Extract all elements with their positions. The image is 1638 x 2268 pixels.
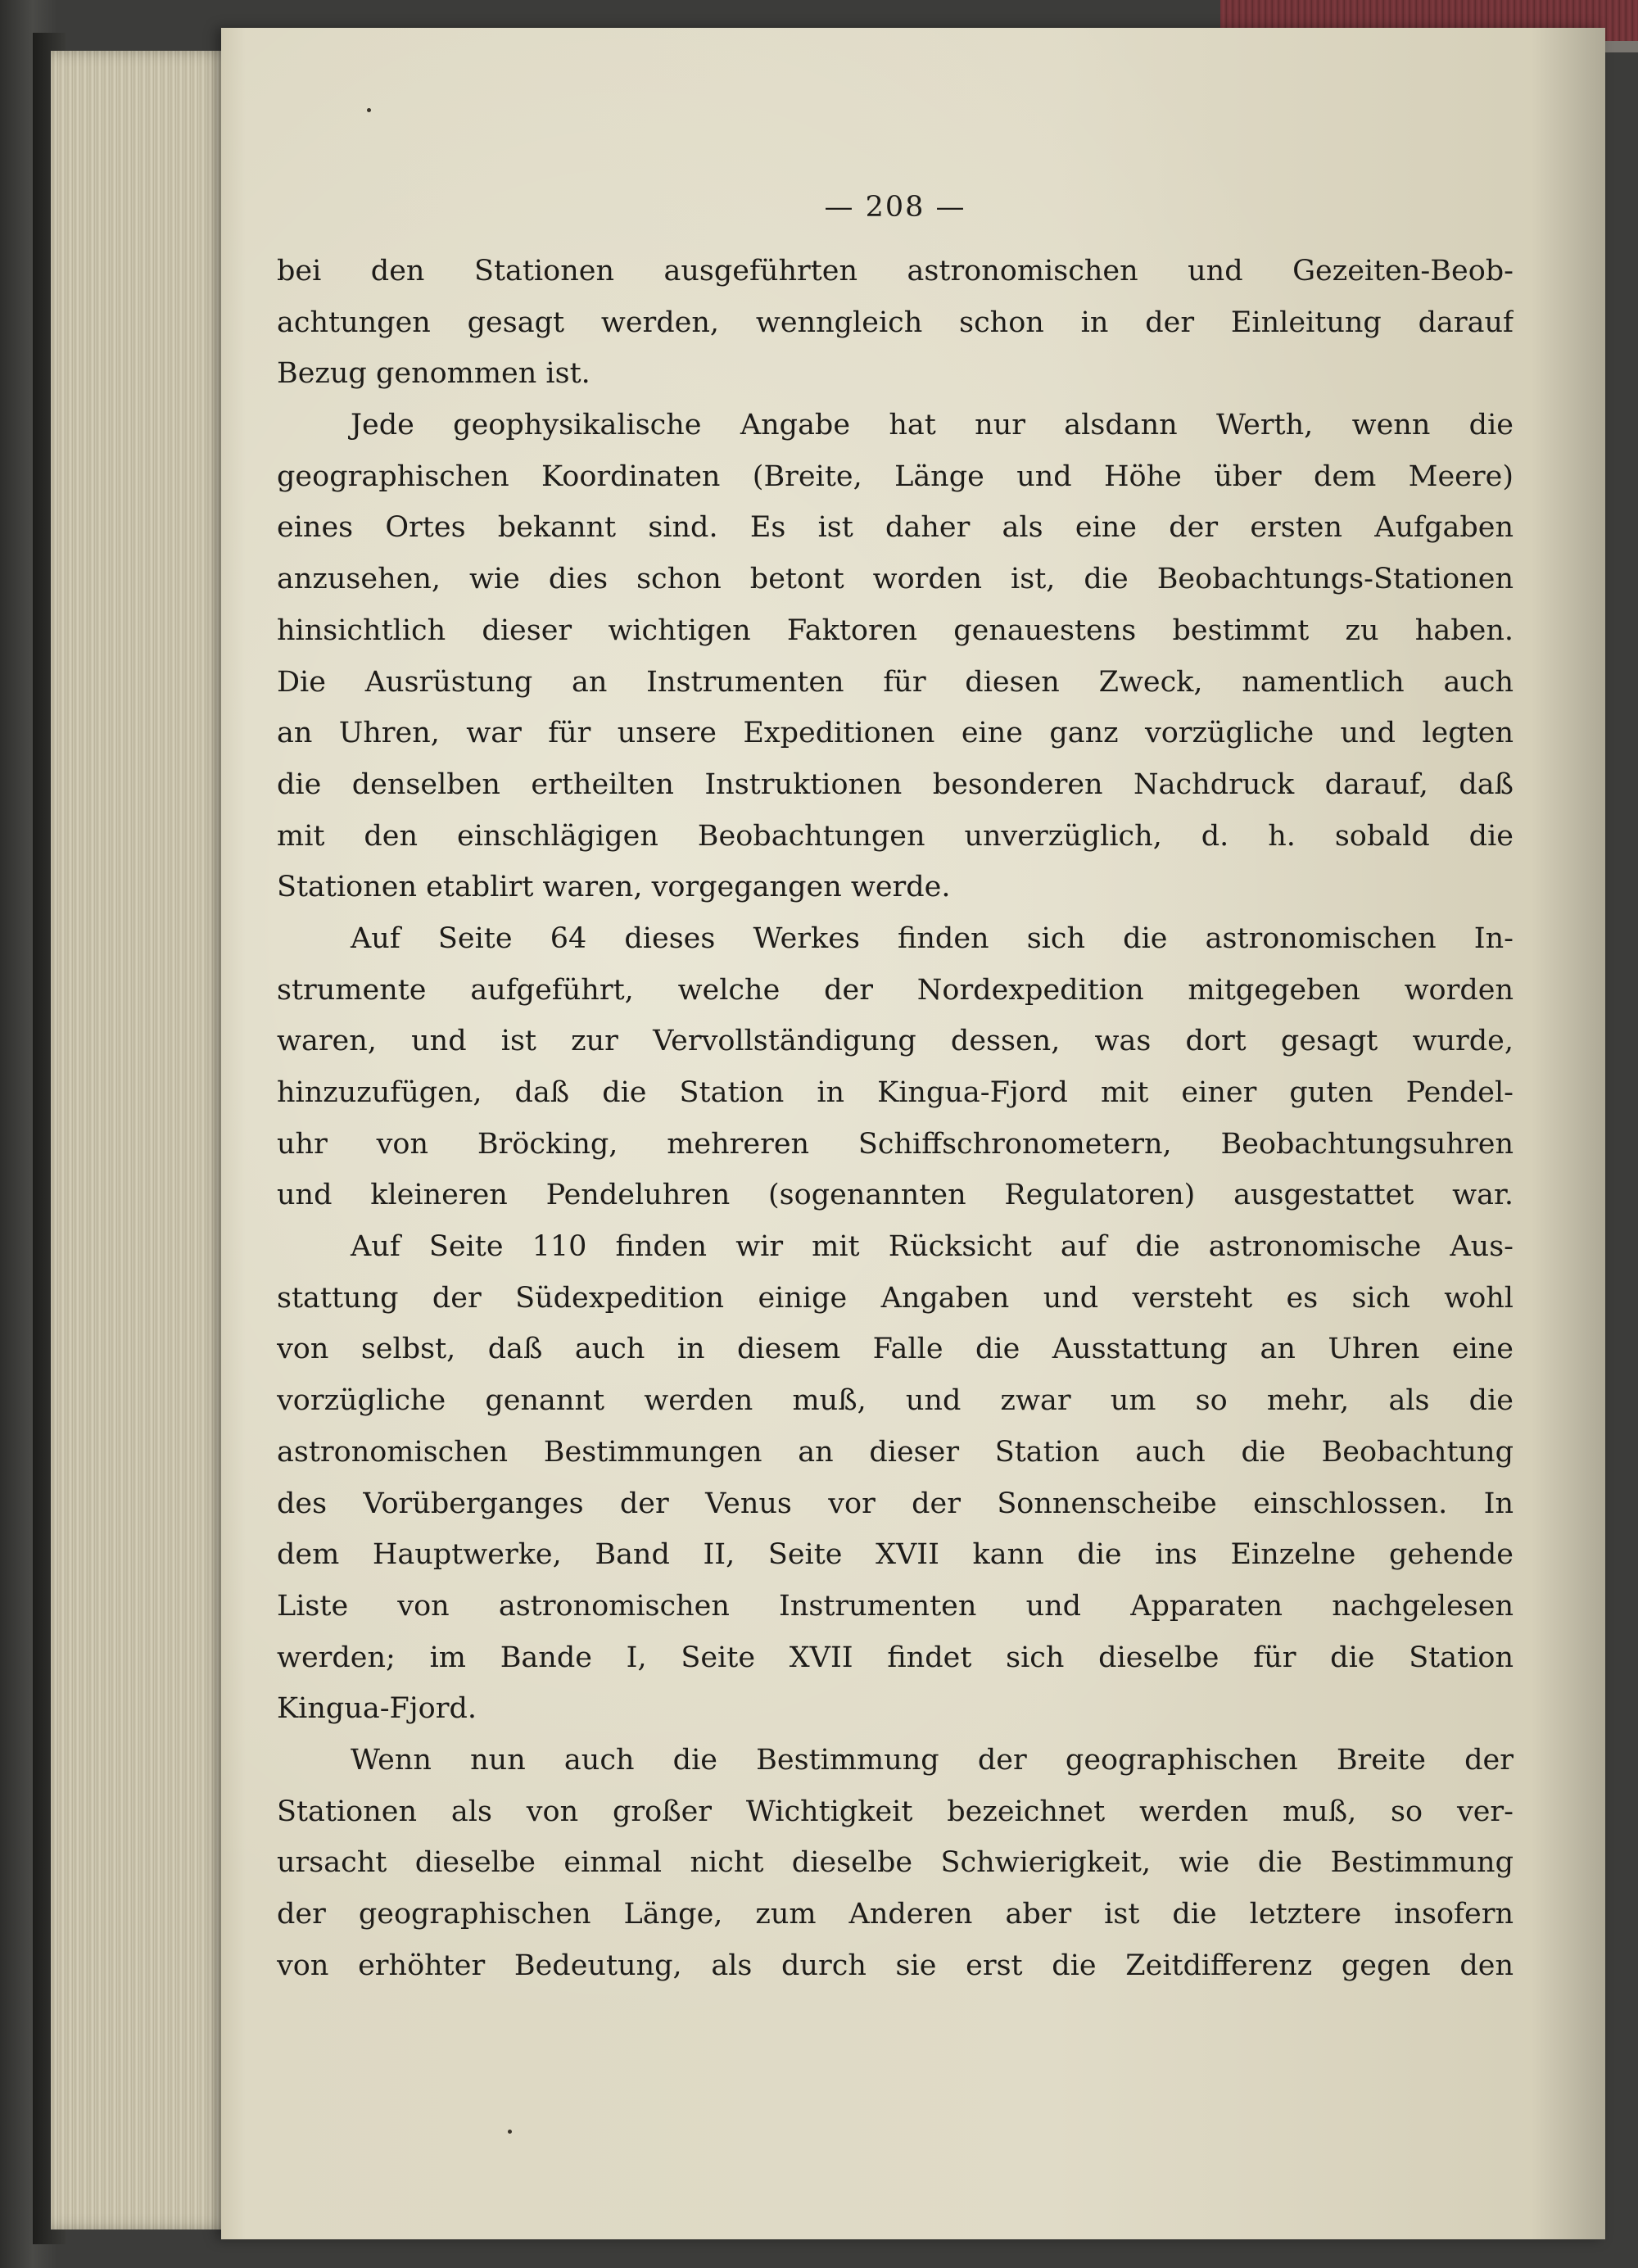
text-line: hinzuzufügen, daß die Station in Kingua-Fjord mit einer guten Pendel- <box>277 1076 1514 1109</box>
text-line: bei den Stationen ausgeführten astronomischen und Gezeiten-Beob- <box>277 255 1514 287</box>
text-line: achtungen gesagt werden, wenngleich schon in der Einleitung darauf <box>277 306 1514 339</box>
text-line: mit den einschlägigen Beobachtungen unverzüglich, d. h. sobald die <box>277 819 1514 853</box>
text-line: astronomischen Bestimmungen an dieser Station auch die Beobachtung <box>277 1435 1514 1469</box>
text-line: Wenn nun auch die Bestimmung der geographischen Breite der <box>351 1743 1514 1777</box>
text-line: von erhöhter Bedeutung, als durch sie erst die Zeitdifferenz gegen den <box>277 1949 1514 1982</box>
body-text <box>277 246 1514 1991</box>
text-line: strumente aufgeführt, welche der Nordexpedition mitgegeben worden <box>277 973 1514 1007</box>
text-line: Auf Seite 64 dieses Werkes finden sich die astronomischen In- <box>351 921 1514 955</box>
text-line: an Uhren, war für unsere Expeditionen eine ganz vorzügliche und legten <box>277 717 1514 750</box>
text-line: werden; im Bande I, Seite XVII findet sich dieselbe für die Station <box>277 1641 1514 1674</box>
paper-speck <box>508 2130 512 2134</box>
text-line: eines Ortes bekannt sind. Es ist daher als eine der ersten Aufgaben <box>277 511 1514 545</box>
page-number: — 208 — <box>824 191 966 224</box>
text-line: Stationen als von großer Wichtigkeit bezeichnet werden muß, so ver- <box>277 1795 1514 1828</box>
text-line: die denselben ertheilten Instruktionen besonderen Nachdruck darauf, daß <box>277 767 1514 801</box>
page-gutter-shadow <box>1532 28 1605 2239</box>
text-line: Die Ausrüstung an Instrumenten für diesen Zweck, namentlich auch <box>277 665 1514 699</box>
paper-speck <box>367 108 371 112</box>
text-line: dem Hauptwerke, Band II, Seite XVII kann die ins Einzelne gehende <box>277 1538 1514 1572</box>
text-line: anzusehen, wie dies schon betont worden ist, die Beobachtungs-Stationen <box>277 563 1514 596</box>
text-line: Liste von astronomischen Instrumenten und Apparaten nachgelesen <box>277 1589 1514 1623</box>
text-line: uhr von Bröcking, mehreren Schiffschronometern, Beobachtungsuhren <box>277 1127 1514 1161</box>
text-line: stattung der Südexpedition einige Angaben und versteht es sich wohl <box>277 1281 1514 1315</box>
text-line: geographischen Koordinaten (Breite, Länge und Höhe über dem Meere) <box>277 459 1514 493</box>
text-line: Stationen etablirt waren, vorgegangen werde. <box>277 871 951 904</box>
text-line: vorzügliche genannt werden muß, und zwar um so mehr, als die <box>277 1384 1514 1418</box>
text-line: des Vorüberganges der Venus vor der Sonnenscheibe einschlossen. In <box>277 1487 1514 1520</box>
text-line: von selbst, daß auch in diesem Falle die Ausstattung an Uhren eine <box>277 1333 1514 1366</box>
text-line: Kingua-Fjord. <box>277 1692 477 1726</box>
text-line: hinsichtlich dieser wichtigen Faktoren genauestens bestimmt zu haben. <box>277 613 1514 647</box>
text-line: und kleineren Pendeluhren (sogenannten Regulatoren) ausgestattet war. <box>277 1179 1514 1212</box>
stacked-page-edges <box>51 51 231 2230</box>
text-line: Jede geophysikalische Angabe hat nur alsdann Werth, wenn die <box>351 409 1514 442</box>
text-line: Bezug genommen ist. <box>277 357 590 391</box>
text-line: ursacht dieselbe einmal nicht dieselbe Schwierigkeit, wie die Bestimmung <box>277 1846 1514 1880</box>
text-line: waren, und ist zur Vervollständigung dessen, was dort gesagt wurde, <box>277 1025 1514 1058</box>
text-line: der geographischen Länge, zum Anderen aber ist die letztere insofern <box>277 1898 1514 1931</box>
text-line: Auf Seite 110 finden wir mit Rücksicht auf die astronomische Aus- <box>351 1230 1514 1264</box>
